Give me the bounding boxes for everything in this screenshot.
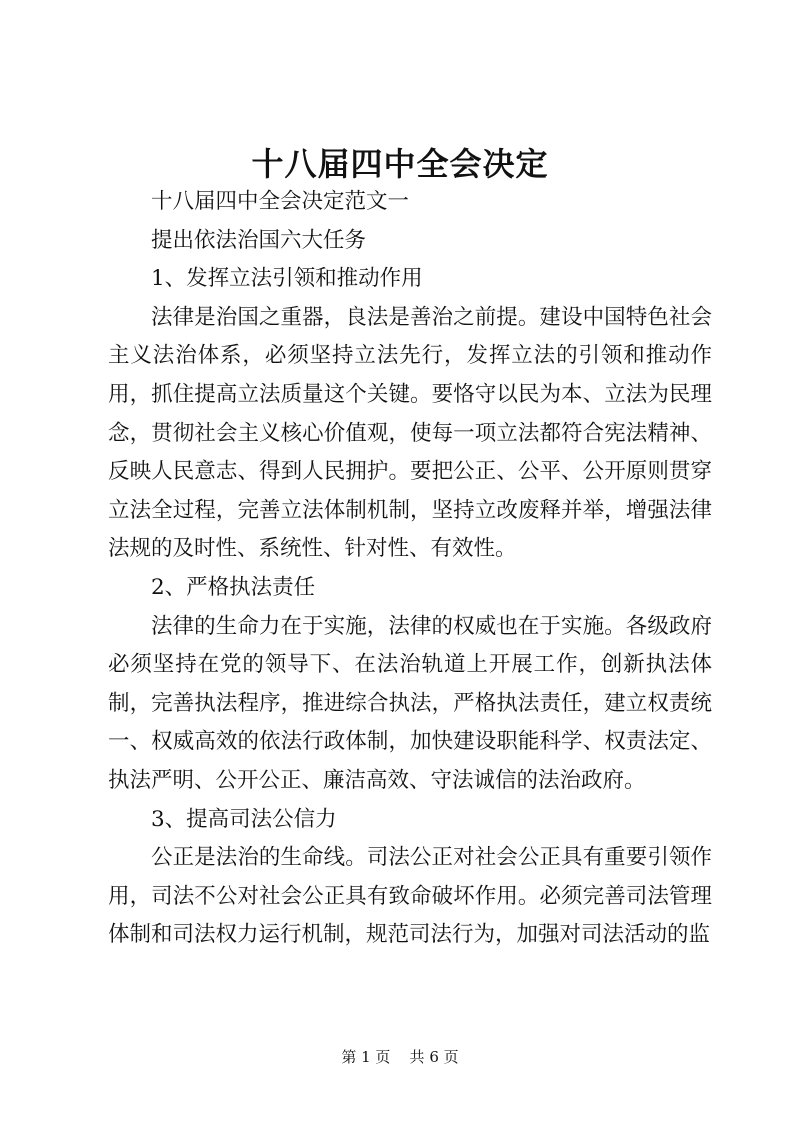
document-body — [108, 183, 712, 955]
paragraph-body-1: 法律是治国之重器，良法是善治之前提。建设中国特色社会主义法治体系，必须坚持立法先行，发挥立法的引领和推动作用，抓住提高立法质量这个关键。要恪守以民为本、立法为民理念，贯彻社会主义核心价值观，使每一项立法都符合宪法精神、反映人民意志、得到人民拥护。要把公正、公平、公开原则贯穿立法全过程，完善立法体制机制，坚持立改废释并举，增强法律法规的及时性、系统性、针对性、有效性。 — [108, 304, 712, 562]
paragraph-body-3: 公正是法治的生命线。司法公正对社会公正具有重要引领作用，司法不公对社会公正具有致命破坏作用。必须完善司法管理体制和司法权力运行机制，规范司法行为，加强对司法活动的监 — [108, 845, 712, 948]
paragraph-body-2: 法律的生命力在于实施，法律的权威也在于实施。各级政府必须坚持在党的领导下、在法治轨道上开展工作，创新执法体制，完善执法程序，推进综合执法，严格执法责任，建立权责统一、权威高效的依法行政体制，加快建设职能科学、权责法定、执法严明、公开公正、廉洁高效、守法诚信的法治政府。 — [108, 613, 712, 793]
page-total: 共 6 页 — [409, 1048, 459, 1066]
section-heading-1: 1、发挥立法引领和推动作用 — [151, 266, 423, 292]
paragraph-heading: 提出依法治国六大任务 — [151, 227, 367, 253]
document-title: 十八届四中全会决定 — [251, 145, 549, 183]
page-footer — [0, 1047, 800, 1067]
paragraph-subtitle: 十八届四中全会决定范文一 — [151, 189, 410, 214]
section-heading-3: 3、提高司法公信力 — [151, 806, 337, 832]
page-number: 第 1 页 — [341, 1048, 391, 1066]
section-heading-2: 2、严格执法责任 — [151, 574, 316, 600]
